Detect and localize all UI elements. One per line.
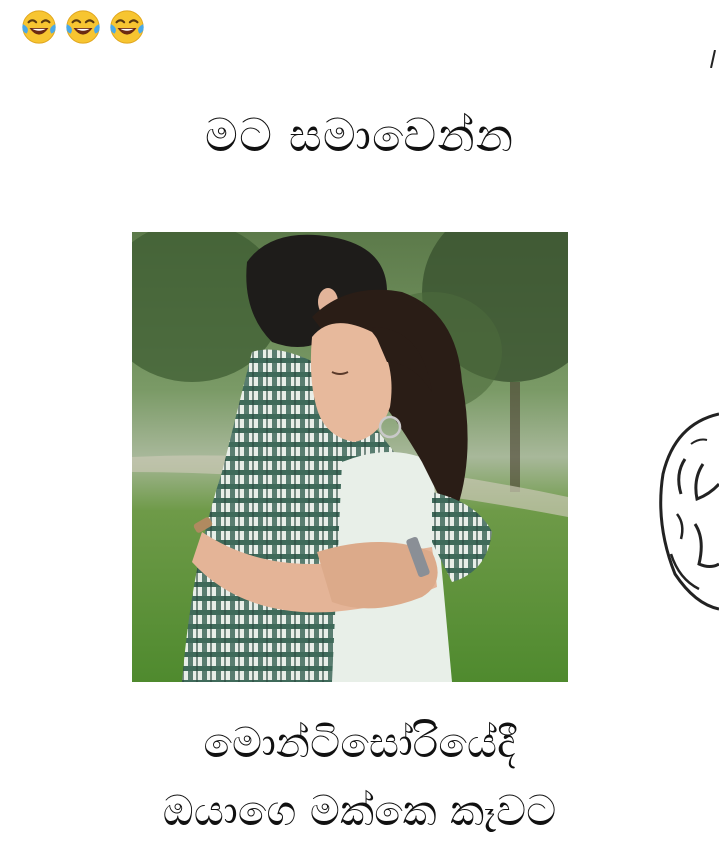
edge-mark-decoration bbox=[709, 50, 717, 68]
caption-line-1: මොන්ටිසෝරියේදී bbox=[203, 718, 516, 767]
caption-line-2: ඔයාගෙ මක්කෙ කෑවට bbox=[162, 786, 557, 835]
meme-title: මට සමාවෙන්න bbox=[204, 108, 515, 162]
troll-face-partial-icon bbox=[655, 404, 719, 614]
emoji-row bbox=[20, 8, 146, 46]
face-with-tears-of-joy-icon bbox=[20, 8, 58, 46]
face-with-tears-of-joy-icon bbox=[64, 8, 102, 46]
photo-illustration bbox=[132, 232, 568, 682]
face-with-tears-of-joy-icon bbox=[108, 8, 146, 46]
couple-hugging-photo bbox=[132, 232, 568, 682]
